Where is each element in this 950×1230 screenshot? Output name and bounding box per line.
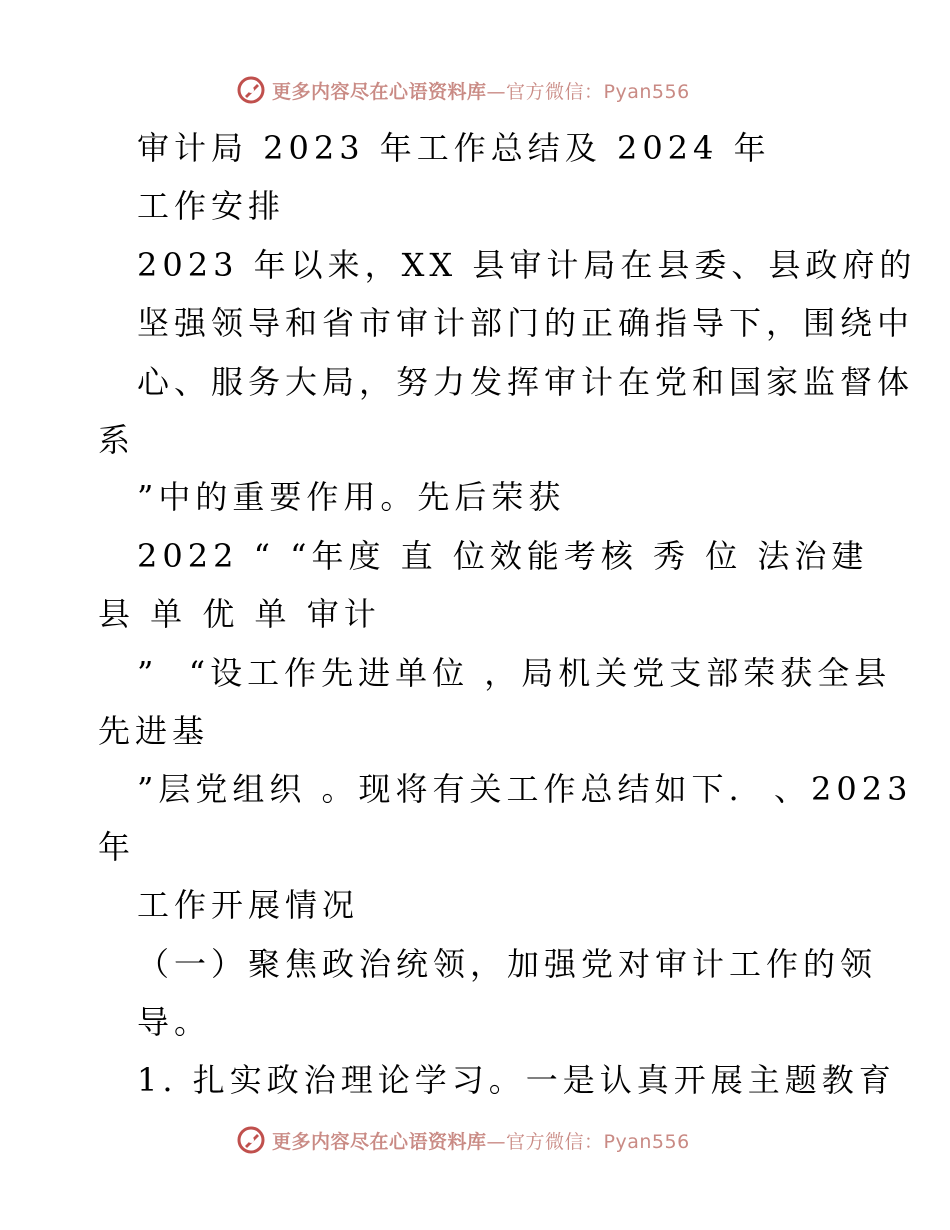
body-line: ” “设工作先进单位 ，局机关党支部荣获全县 (137, 654, 892, 692)
quill-seal-icon (236, 1125, 266, 1155)
body-line: 1. 扎实政治理论学习。一是认真开展主题教育 (137, 1061, 896, 1099)
body-line: 2023 年以来，XX 县审计局在县委、县政府的 (137, 246, 917, 284)
document-title-line-1: 审计局 2023 年工作总结及 2024 年 (137, 129, 771, 167)
body-line: ”层党组织 。现将有关工作总结如下. 、2023 (137, 770, 913, 808)
document-title-line-2: 工作安排 (137, 187, 286, 225)
body-line: 年 (98, 828, 136, 866)
body-line: 系 (98, 421, 136, 459)
subsection-heading: （一）聚焦政治统领，加强党对审计工作的领 (137, 945, 878, 983)
body-line: ”中的重要作用。先后荣获 (137, 478, 566, 516)
body-line: 心、服务大局，努力发挥审计在党和国家监督体 (137, 363, 915, 401)
section-heading: 工作开展情况 (137, 886, 360, 924)
body-line: 2022 “ “年度 直 位效能考核 秀 位 法治建 (137, 537, 869, 575)
body-line: 坚强领导和省市审计部门的正确指导下，围绕中 (137, 304, 915, 342)
body-line: 县 单 优 单 审计 (98, 595, 381, 633)
body-line: 先进基 (98, 712, 210, 750)
quill-seal-icon (236, 75, 266, 105)
subsection-heading-cont: 导。 (137, 1003, 212, 1041)
watermark-text: 更多内容尽在心语资料库—官方微信：Pyan556 (272, 80, 690, 103)
footer-watermark (236, 1123, 690, 1157)
header-watermark (236, 73, 690, 107)
watermark-text: 更多内容尽在心语资料库—官方微信：Pyan556 (272, 1130, 690, 1153)
